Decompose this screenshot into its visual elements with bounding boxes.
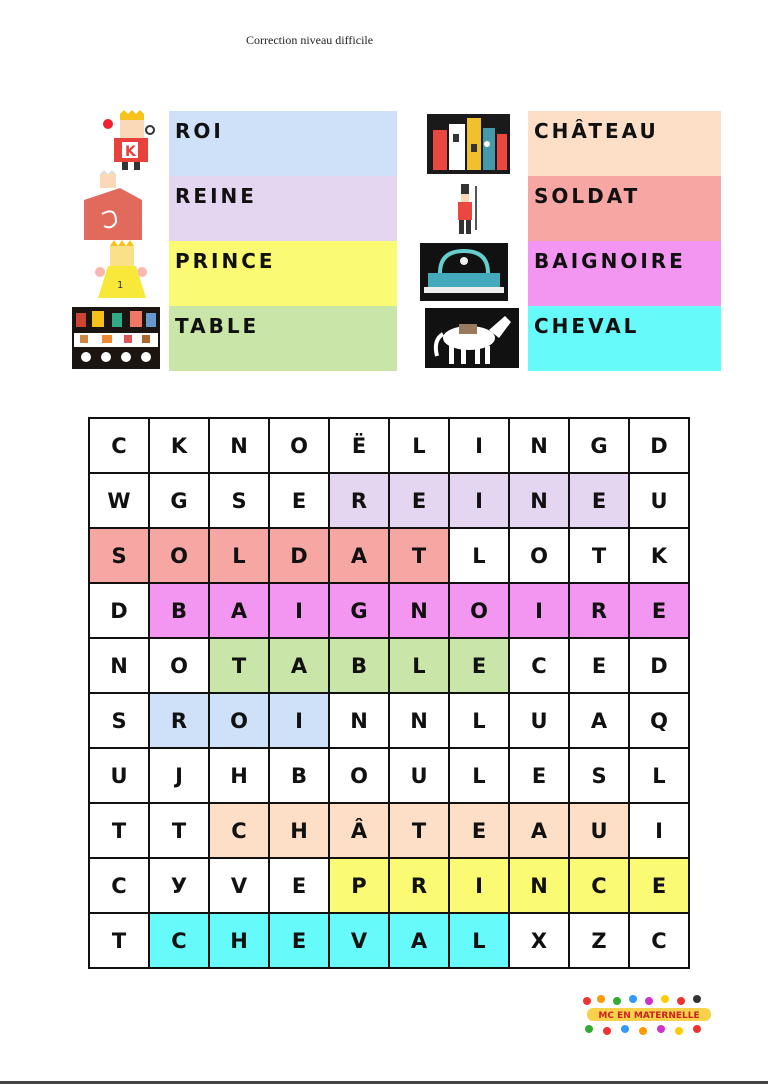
word-list-left: [169, 111, 397, 371]
grid-cell: B: [149, 583, 209, 638]
grid-cell: V: [209, 858, 269, 913]
grid-cell: A: [209, 583, 269, 638]
grid-cell: O: [269, 418, 329, 473]
grid-row: [89, 858, 689, 913]
grid-cell: H: [209, 913, 269, 968]
grid-cell: E: [629, 858, 689, 913]
grid-cell: S: [569, 748, 629, 803]
word-reine: REINE: [169, 176, 397, 241]
grid-cell: L: [389, 418, 449, 473]
grid-cell: N: [389, 583, 449, 638]
grid-cell: L: [209, 528, 269, 583]
grid-cell: X: [509, 913, 569, 968]
grid-cell: C: [89, 858, 149, 913]
grid-cell: R: [569, 583, 629, 638]
grid-cell: O: [209, 693, 269, 748]
grid-cell: I: [449, 858, 509, 913]
grid-cell: E: [569, 473, 629, 528]
grid-cell: T: [209, 638, 269, 693]
mc-en-maternelle-logo: [579, 993, 719, 1038]
queen-picture: [80, 170, 150, 242]
grid-cell: S: [89, 528, 149, 583]
grid-row: [89, 803, 689, 858]
castle-picture: [427, 114, 510, 174]
grid-cell: E: [449, 803, 509, 858]
grid-cell: O: [149, 528, 209, 583]
grid-cell: Â: [329, 803, 389, 858]
word-table: TABLE: [169, 306, 397, 371]
grid-cell: O: [329, 748, 389, 803]
grid-cell: D: [629, 638, 689, 693]
grid-row: [89, 473, 689, 528]
grid-cell: I: [449, 473, 509, 528]
grid-cell: T: [89, 803, 149, 858]
grid-cell: E: [629, 583, 689, 638]
word-baignoire: BAIGNOIRE: [528, 241, 721, 306]
grid-cell: U: [569, 803, 629, 858]
grid-cell: D: [269, 528, 329, 583]
grid-cell: U: [389, 748, 449, 803]
grid-cell: D: [89, 583, 149, 638]
grid-cell: У: [149, 858, 209, 913]
grid-cell: H: [269, 803, 329, 858]
grid-cell: J: [149, 748, 209, 803]
bathtub-picture: [420, 243, 508, 301]
grid-cell: K: [629, 528, 689, 583]
grid-cell: R: [389, 858, 449, 913]
grid-cell: T: [389, 803, 449, 858]
grid-cell: L: [449, 528, 509, 583]
grid-cell: S: [89, 693, 149, 748]
grid-cell: I: [629, 803, 689, 858]
grid-cell: A: [389, 913, 449, 968]
grid-row: [89, 638, 689, 693]
grid-cell: N: [209, 418, 269, 473]
word-prince: PRINCE: [169, 241, 397, 306]
grid-cell: Ë: [329, 418, 389, 473]
grid-cell: A: [269, 638, 329, 693]
grid-cell: E: [569, 638, 629, 693]
grid-cell: N: [329, 693, 389, 748]
grid-cell: U: [629, 473, 689, 528]
grid-row: [89, 418, 689, 473]
grid-row: [89, 528, 689, 583]
grid-cell: R: [329, 473, 389, 528]
grid-cell: W: [89, 473, 149, 528]
grid-cell: C: [629, 913, 689, 968]
grid-row: [89, 913, 689, 968]
word-chateau: CHÂTEAU: [528, 111, 721, 176]
grid-cell: K: [149, 418, 209, 473]
grid-cell: E: [389, 473, 449, 528]
grid-cell: L: [389, 638, 449, 693]
grid-cell: C: [149, 913, 209, 968]
grid-cell: A: [509, 803, 569, 858]
word-roi: ROI: [169, 111, 397, 176]
grid-cell: L: [449, 693, 509, 748]
page-title: Correction niveau difficile: [246, 33, 374, 47]
grid-cell: C: [89, 418, 149, 473]
grid-cell: N: [389, 693, 449, 748]
prince-picture: [92, 240, 150, 304]
grid-cell: H: [209, 748, 269, 803]
grid-cell: L: [449, 913, 509, 968]
grid-cell: G: [569, 418, 629, 473]
grid-cell: O: [509, 528, 569, 583]
grid-cell: N: [509, 473, 569, 528]
page-bottom-border: [0, 1081, 768, 1084]
grid-cell: C: [209, 803, 269, 858]
grid-cell: V: [329, 913, 389, 968]
grid-cell: L: [449, 748, 509, 803]
grid-cell: O: [149, 638, 209, 693]
grid-cell: P: [329, 858, 389, 913]
grid-cell: T: [389, 528, 449, 583]
grid-cell: Z: [569, 913, 629, 968]
grid-row: [89, 748, 689, 803]
svg-text:1: 1: [117, 280, 124, 291]
grid-cell: D: [629, 418, 689, 473]
table-picture: [72, 307, 160, 369]
king-picture: [98, 110, 156, 172]
grid-row: [89, 693, 689, 748]
grid-cell: Q: [629, 693, 689, 748]
word-list-right: [528, 111, 721, 371]
grid-cell: E: [269, 858, 329, 913]
word-search-grid: [88, 417, 690, 969]
grid-cell: T: [569, 528, 629, 583]
grid-cell: C: [509, 638, 569, 693]
grid-cell: U: [89, 748, 149, 803]
grid-cell: E: [269, 913, 329, 968]
grid-cell: I: [269, 583, 329, 638]
grid-cell: E: [269, 473, 329, 528]
soldier-picture: [453, 182, 479, 238]
grid-cell: B: [269, 748, 329, 803]
grid-cell: C: [569, 858, 629, 913]
grid-cell: T: [149, 803, 209, 858]
grid-row: [89, 583, 689, 638]
grid-cell: E: [509, 748, 569, 803]
horse-picture: [425, 308, 519, 368]
grid-cell: N: [89, 638, 149, 693]
grid-cell: O: [449, 583, 509, 638]
grid-cell: I: [449, 418, 509, 473]
grid-cell: L: [629, 748, 689, 803]
grid-cell: I: [269, 693, 329, 748]
word-cheval: CHEVAL: [528, 306, 721, 371]
grid-cell: R: [149, 693, 209, 748]
grid-cell: N: [509, 858, 569, 913]
grid-cell: A: [569, 693, 629, 748]
logo-text: MC EN MATERNELLE: [598, 1011, 700, 1021]
grid-cell: N: [509, 418, 569, 473]
grid-cell: G: [329, 583, 389, 638]
grid-cell: U: [509, 693, 569, 748]
word-soldat: SOLDAT: [528, 176, 721, 241]
grid-cell: G: [149, 473, 209, 528]
grid-cell: T: [89, 913, 149, 968]
svg-text:K: K: [125, 144, 136, 160]
grid-cell: B: [329, 638, 389, 693]
grid-cell: E: [449, 638, 509, 693]
grid-cell: S: [209, 473, 269, 528]
grid-cell: A: [329, 528, 389, 583]
grid-cell: I: [509, 583, 569, 638]
